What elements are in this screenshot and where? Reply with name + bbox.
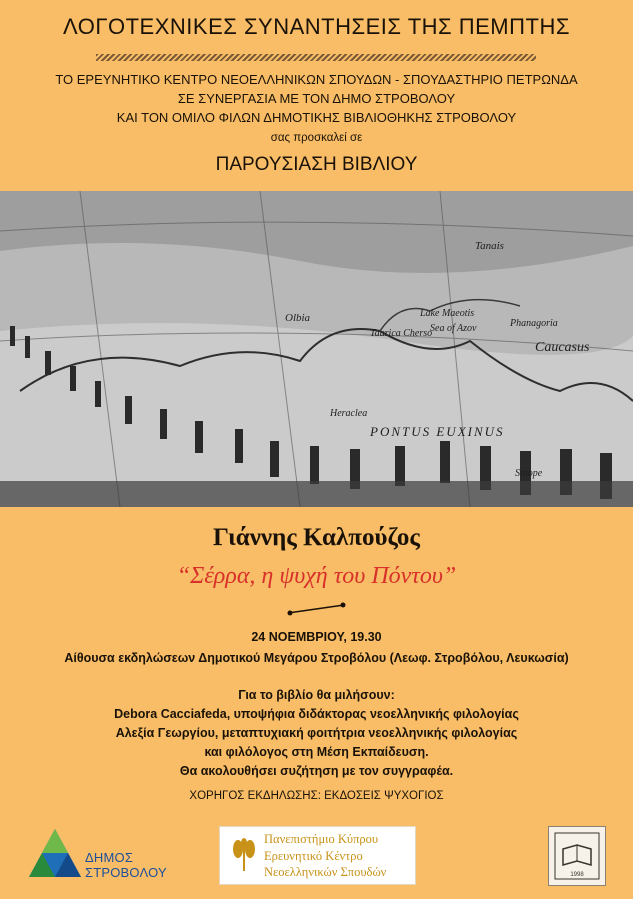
discussion-note: Θα ακολουθήσει συζήτηση με τον συγγραφέα. [179, 764, 454, 778]
map-label: PONTUS EUXINUS [370, 424, 505, 439]
speakers-intro: Για το βιβλίο θα μιλήσουν: [238, 688, 395, 702]
map-label: Phanagoria [510, 318, 558, 329]
map-label: Sea of Azov [430, 323, 477, 334]
event-date-time: 24 ΝΟΕΜΒΡΙΟΥ, 19.30 [251, 630, 382, 644]
book-icon [549, 827, 605, 885]
map-label: Lake Maeotis [420, 308, 475, 319]
map-label: Tanais [475, 240, 504, 252]
map-label: Taurica Cherso [370, 328, 433, 339]
speaker-2-continued: και φιλόλογος στη Μέση Εκπαίδευση. [204, 745, 429, 759]
university-of-cyprus-logo [219, 826, 416, 885]
olive-branch-icon [228, 837, 260, 873]
map-label: Sinope [515, 468, 543, 479]
hatch-divider [96, 54, 536, 61]
event-venue: Αίθουσα εκδηλώσεων Δημοτικού Μεγάρου Στροβόλου (Λεωφ. Στροβόλου, Λευκωσία) [64, 651, 569, 665]
univ-label: Πανεπιστήμιο Κύπρου [264, 832, 379, 846]
ornament-divider [286, 601, 348, 617]
seal-year: 1998 [570, 872, 584, 878]
speaker-1: Debora Cacciafeda, υποψήφια διδάκτορας νεοελληνικής φιλολογίας [114, 707, 519, 721]
book-title: “Σέρρα, η ψυχή του Πόντου” [176, 563, 457, 589]
univ-label: Ερευνητικό Κέντρο [264, 849, 363, 863]
organizer-line-3: ΚΑΙ ΤΟΝ ΟΜΙΛΟ ΦΙΛΩΝ ΔΗΜΟΤΙΚΗΣ ΒΙΒΛΙΟΘΗΚΗΣ ΣΤΡΟΒΟΛΟΥ [116, 110, 517, 125]
map-label: Olbia [285, 312, 311, 324]
library-friends-seal [548, 826, 606, 886]
event-type-heading: ΠΑΡΟΥΣΙΑΣΗ ΒΙΒΛΙΟΥ [215, 154, 418, 175]
banner-image-map-march [0, 191, 633, 507]
speaker-2: Αλεξία Γεωργίου, μεταπτυχιακή φοιτήτρια νεοελληνικής φιλολογίας [115, 726, 518, 740]
dimos-label: ΣΤΡΟΒΟΛΟΥ [85, 865, 167, 880]
author-name: Γιάννης Καλπούζος [213, 524, 420, 551]
univ-label: Νεοελληνικών Σπουδών [264, 865, 387, 879]
map-label: Heraclea [330, 408, 368, 419]
organizer-line-1: ΤΟ ΕΡΕΥΝΗΤΙΚΟ ΚΕΝΤΡΟ ΝΕΟΕΛΛΗΝΙΚΩΝ ΣΠΟΥΔΩΝ - ΣΠΟΥΔΑΣΤΗΡΙΟ ΠΕΤΡΩΝΔΑ [55, 72, 578, 87]
invite-text: σας προσκαλεί σε [270, 132, 363, 144]
sponsor-line: ΧΟΡΗΓΟΣ ΕΚΔΗΛΩΣΗΣ: ΕΚΔΟΣΕΙΣ ΨΥΧΟΓΙΟΣ [189, 790, 444, 802]
triangle-logo-icon [27, 827, 83, 879]
map-label: Caucasus [535, 340, 590, 355]
series-title: ΛΟΓΟΤΕΧΝΙΚΕΣ ΣΥΝΑΝΤΗΣΕΙΣ ΤΗΣ ΠΕΜΠΤΗΣ [63, 14, 570, 39]
dimos-strovolou-logo [27, 827, 177, 882]
dimos-label: ΔΗΜΟΣ [85, 850, 134, 865]
organizer-line-2: ΣΕ ΣΥΝΕΡΓΑΣΙΑ ΜΕ ΤΟΝ ΔΗΜΟ ΣΤΡΟΒΟΛΟΥ [177, 91, 456, 106]
